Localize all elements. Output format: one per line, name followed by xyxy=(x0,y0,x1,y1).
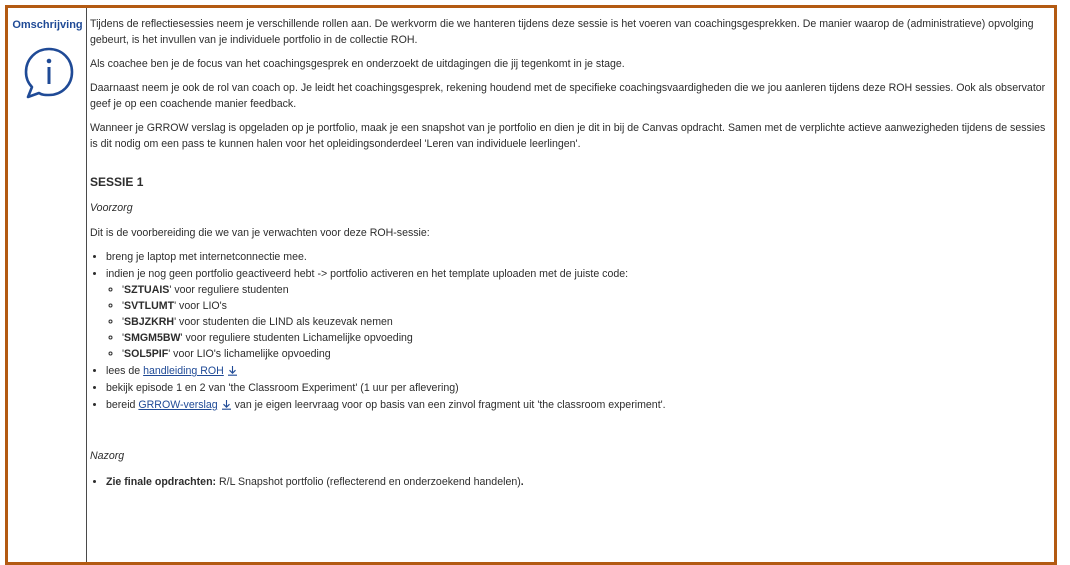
code-value: SMGM5BW xyxy=(124,332,181,344)
paragraph-grrow: Wanneer je GRROW verslag is opgeladen op je portfolio, maak je een snapshot van je portfolio en dien je dit in bij de Canvas opdracht. Samen met de verplichte actieve aanwezigheden tijdens de sessies is dit nodig om een pass te kunnen halen voor het opleidingsonderdeel 'Leren van individuele leerlingen'. xyxy=(90,122,1046,150)
bullet-bekijk-text: bekijk episode 1 en 2 van 'the Classroom Experiment' (1 uur per aflevering) xyxy=(106,382,459,394)
bullet-bereid-prefix: bereid xyxy=(106,399,139,411)
paragraph-coach: Daarnaast neem je ook de rol van coach op. Je leidt het coachingsgesprek, rekening houdend met de specifieke coachingsvaardigheden die we jou aanleren tijdens deze ROH sessies. Ook als observator geef je op een coachende manier feedback. xyxy=(90,82,1046,110)
code-item: ◦ 'SBJZKRH' voor studenten die LIND als keuzevak nemen xyxy=(122,314,1054,330)
bullet-laptop-text: breng je laptop met internetconnectie mee. xyxy=(106,251,307,263)
grrow-verslag-link[interactable]: GRROW-verslag xyxy=(138,399,218,411)
code-value: SVTLUMT xyxy=(124,300,175,312)
nazorg-bold: Zie finale opdrachten: xyxy=(106,476,217,488)
code-item: ◦ 'SVTLUMT' voor LIO's xyxy=(122,298,1054,314)
nazorg-list xyxy=(90,474,1054,490)
list-item xyxy=(106,474,1054,490)
code-desc: voor reguliere studenten Lichamelijke opvoeding xyxy=(182,332,413,344)
bullet-lees-prefix: lees de xyxy=(106,365,144,377)
code-desc: voor LIO's lichamelijke opvoeding xyxy=(170,348,331,360)
code-value: SBJZKRH xyxy=(124,316,175,328)
bullet-bereid-suffix: van je eigen leervraag voor op basis van een zinvol fragment uit 'the classroom experiment'. xyxy=(231,399,666,411)
paragraph-intro: Tijdens de reflectiesessies neem je verschillende rollen aan. De werkvorm die we hanteren tijdens deze sessie is het voeren van coachingsgesprekken. De manier waarop de (administratieve) opvolging gebeurt, is het invullen van je individuele portfolio in de collectie ROH. xyxy=(90,18,1034,46)
nazorg-text: R/L Snapshot portfolio (reflecterend en onderzoekend handelen) xyxy=(216,476,521,488)
paragraph-coachee: Als coachee ben je de focus van het coachingsgesprek en onderzoekt de uitdagingen die jij tegenkomt in je stage. xyxy=(90,58,625,70)
info-speech-icon xyxy=(23,46,75,100)
list-item xyxy=(106,363,1054,379)
code-desc: voor studenten die LIND als keuzevak nemen xyxy=(176,316,393,328)
nazorg-label: Nazorg xyxy=(90,450,125,462)
code-item: ◦ 'SZTUAIS' voor reguliere studenten xyxy=(122,282,1054,298)
code-desc: voor LIO's xyxy=(176,300,227,312)
voorzorg-label: Voorzorg xyxy=(90,202,133,214)
list-item xyxy=(106,380,1054,396)
list-item xyxy=(106,266,1054,362)
download-icon[interactable] xyxy=(227,365,238,376)
voorzorg-intro: Dit is de voorbereiding die we van je verwachten voor deze ROH-sessie: xyxy=(90,227,430,239)
label-column xyxy=(8,8,87,562)
session-title: SESSIE 1 xyxy=(90,175,144,189)
code-value: SZTUAIS xyxy=(124,284,170,296)
codes-list xyxy=(106,282,1054,362)
description-label: Omschrijving xyxy=(12,19,83,31)
code-desc: voor reguliere studenten xyxy=(171,284,289,296)
voorzorg-list xyxy=(90,249,1054,413)
nazorg-end: . xyxy=(520,476,524,488)
code-item: ◦ 'SOL5PIF' voor LIO's lichamelijke opvoeding xyxy=(122,346,1054,362)
list-item xyxy=(106,249,1054,265)
code-item: ◦ 'SMGM5BW' voor reguliere studenten Lichamelijke opvoeding xyxy=(122,330,1054,346)
content-column xyxy=(88,8,1054,562)
description-panel xyxy=(5,5,1057,565)
bullet-portfolio-text: indien je nog geen portfolio geactiveerd hebt -> portfolio activeren en het template uploaden met de juiste code: xyxy=(106,268,629,280)
handleiding-roh-link[interactable]: handleiding ROH xyxy=(143,365,224,377)
download-icon[interactable] xyxy=(221,399,232,410)
list-item xyxy=(106,397,1054,413)
code-value: SOL5PIF xyxy=(124,348,169,360)
